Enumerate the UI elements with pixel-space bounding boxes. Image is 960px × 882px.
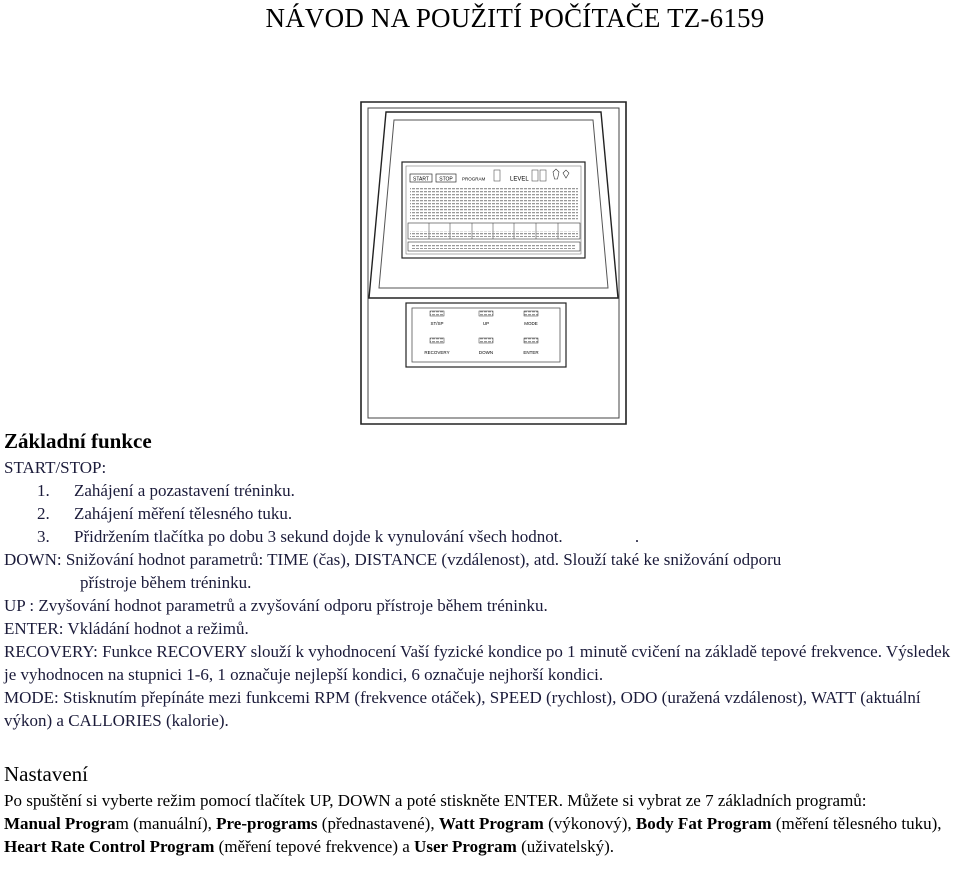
document-title: NÁVOD NA POUŽITÍ POČÍTAČE TZ-6159 xyxy=(265,3,765,33)
manual-body xyxy=(4,426,960,858)
st-sp-button[interactable] xyxy=(430,311,444,316)
program-name: User Program xyxy=(414,837,517,856)
program-label: PROGRAM xyxy=(462,176,486,182)
list-number: 2. xyxy=(37,504,50,523)
list-item xyxy=(4,502,960,525)
recovery-button-label: RECOVERY xyxy=(424,350,450,355)
down-button-label: DOWN xyxy=(478,350,494,355)
program-name: Body Fat Program xyxy=(635,814,772,833)
recovery-button[interactable] xyxy=(430,338,444,343)
basic-functions-heading: Základní funkce xyxy=(4,429,152,453)
program-desc: (uživatelský). xyxy=(516,837,615,856)
list-text: Zahájení měření tělesného tuku. xyxy=(74,504,293,523)
enter-button[interactable] xyxy=(524,338,538,343)
list-number: 1. xyxy=(37,481,50,500)
startstop-label: START/STOP: xyxy=(4,458,107,477)
programs-list xyxy=(4,812,960,858)
settings-heading: Nastavení xyxy=(4,762,88,786)
level-label: LEVEL xyxy=(510,176,529,183)
console-illustration xyxy=(356,98,631,428)
down-description-continued: přístroje během tréninku. xyxy=(80,573,252,592)
program-name: Watt Program xyxy=(438,814,544,833)
program-desc: (měření tepové frekvence) a xyxy=(214,837,415,856)
list-item xyxy=(4,525,960,548)
list-item xyxy=(4,479,960,502)
up-description: UP : Zvyšování hodnot parametrů a zvyšování odporu přístroje během tréninku. xyxy=(4,596,548,615)
program-desc: m (manuální), xyxy=(115,814,217,833)
lcd-bar-matrix xyxy=(410,188,578,220)
list-text: Zahájení a pozastavení tréninku. xyxy=(74,481,295,500)
down-button[interactable] xyxy=(479,338,493,343)
st-sp-button-label: ST/SP xyxy=(430,321,444,326)
program-desc: (měření tělesného tuku), xyxy=(771,814,942,833)
recovery-description: RECOVERY: Funkce RECOVERY slouží k vyhodnocení Vaší fyzické kondice po 1 minutě cvičení na základě tepové frekvence. Výsledek je vyhodnocen na stupnici 1-6, 1 označuje nejlepší kondici, 6 označuje nejhorší kondici. xyxy=(4,642,951,684)
list-text: Přidržením tlačítka po dobu 3 sekund dojde k vynulování všech hodnot. . xyxy=(74,527,640,546)
list-number: 3. xyxy=(37,527,50,546)
mode-button-label: MODE xyxy=(524,321,538,326)
program-name: Heart Rate Control Program xyxy=(4,837,215,856)
console-housing xyxy=(361,102,626,424)
settings-intro: Po spuštění si vyberte režim pomocí tlačítek UP, DOWN a poté stiskněte ENTER. Můžete si vybrat ze 7 základních programů: xyxy=(4,791,867,810)
enter-button-label: ENTER xyxy=(523,350,539,355)
up-button-label: UP xyxy=(482,321,490,326)
enter-description: ENTER: Vkládání hodnot a režimů. xyxy=(4,619,249,638)
mode-button[interactable] xyxy=(524,311,538,316)
stop-label: STOP xyxy=(439,176,453,183)
program-desc: (výkonový), xyxy=(543,814,636,833)
program-name: Pre-programs xyxy=(216,814,318,833)
program-name: Manual Progra xyxy=(4,814,116,833)
down-description: DOWN: Snižování hodnot parametrů: TIME (čas), DISTANCE (vzdálenost), atd. Slouží také ke snižování odporu xyxy=(4,550,782,569)
start-label: START xyxy=(413,176,429,183)
program-desc: (přednastavené), xyxy=(317,814,439,833)
mode-description: MODE: Stisknutím přepínáte mezi funkcemi RPM (frekvence otáček), SPEED (rychlost), ODO (uražená vzdálenost), WATT (aktuální výkon) a CALLORIES (kalorie). xyxy=(4,688,921,730)
up-button[interactable] xyxy=(479,311,493,316)
